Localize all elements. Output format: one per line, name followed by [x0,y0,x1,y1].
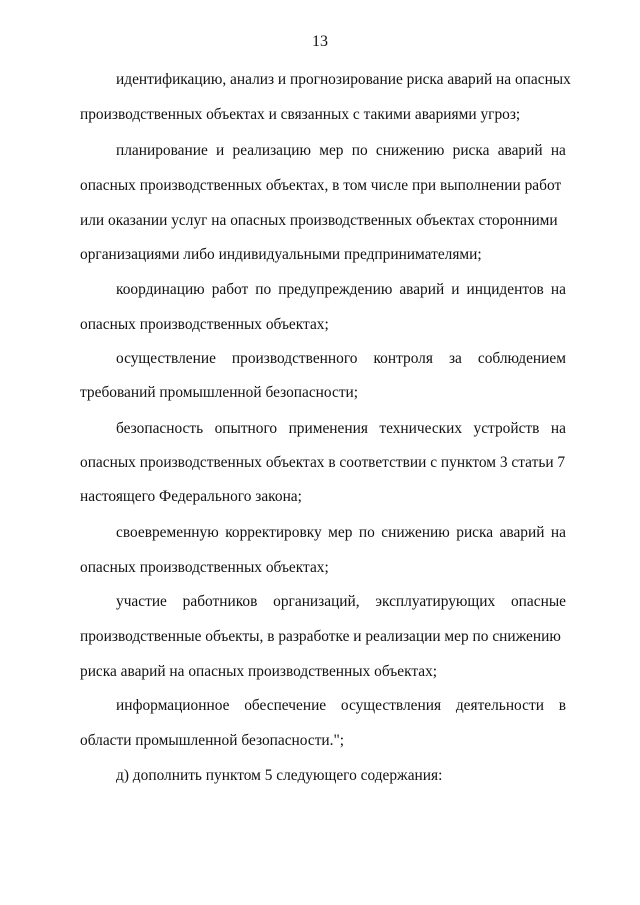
text-line: производственные объекты, в разработке и реализации мер по снижению [80,628,561,645]
word: опасные [510,593,566,610]
word: устройств [473,420,540,437]
text-line-justified [116,282,566,297]
word: применения [288,420,368,437]
text-line: опасных производственных объектах, в том числе при выполнении работ [80,177,562,194]
text-line-justified [116,351,566,366]
word: и [451,281,460,298]
text-line: опасных производственных объектах; [80,559,329,576]
text-line: производственных объектах и связанных с такими авариями угроз; [80,106,521,123]
word: риска [452,142,490,159]
text-line: области промышленной безопасности."; [80,732,345,749]
text-line-justified [116,525,566,540]
word: снижению [375,142,445,159]
word: на [550,524,566,541]
word: и [216,142,225,159]
word: безопасность [116,420,204,437]
word: производственного [231,350,358,367]
word: эксплуатирующих [375,593,496,610]
word: по [358,524,375,541]
word: деятельности [455,697,544,714]
word: информационное [116,697,230,714]
word: своевременную [116,524,219,541]
text-line: или оказании услуг на опасных производственных объектах сторонними [80,212,558,229]
word: осуществления [340,697,442,714]
word: технических [379,420,463,437]
text-line-justified [116,594,566,609]
word: работ [211,281,249,298]
text-line: организациями либо индивидуальными предпринимателями; [80,246,482,263]
text-line: опасных производственных объектах; [80,316,329,333]
text-line-justified [116,698,566,713]
word: по [351,142,368,159]
word: на [550,281,566,298]
word: организаций, [273,593,360,610]
text-line-justified [116,421,566,436]
word: корректировку [225,524,322,541]
text-line: настоящего Федерального закона; [80,488,302,505]
word: соблюдением [477,350,566,367]
word: инцидентов [466,281,544,298]
text-line-justified [116,143,566,158]
word: координацию [116,281,205,298]
word: работников [182,593,258,610]
text-line: идентификацию, анализ и прогнозирование риска аварий на опасных [116,71,571,88]
word: за [448,350,462,367]
word: мер [319,142,344,159]
word: обеспечение [244,697,327,714]
word: в [558,697,566,714]
word: контроля [373,350,433,367]
word: предупреждению [278,281,393,298]
word: по [255,281,272,298]
word: аварий [497,142,543,159]
word: риска [456,524,494,541]
word: осуществление [116,350,216,367]
word: планирование [116,142,208,159]
text-line: д) дополнить пунктом 5 следующего содержания: [116,767,443,784]
word: мер [328,524,353,541]
text-line: опасных производственных объектах в соответствии с пунктом 3 статьи 7 [80,454,566,471]
page-number: 13 [312,33,328,50]
word: аварий [499,524,545,541]
text-line: риска аварий на опасных производственных объектах; [80,663,438,680]
word: участие [116,593,167,610]
word: снижению [381,524,450,541]
text-line: требований промышленной безопасности; [80,384,359,401]
word: аварий [399,281,445,298]
word: реализацию [232,142,311,159]
word: опытного [214,420,278,437]
word: на [550,420,566,437]
word: на [550,142,566,159]
